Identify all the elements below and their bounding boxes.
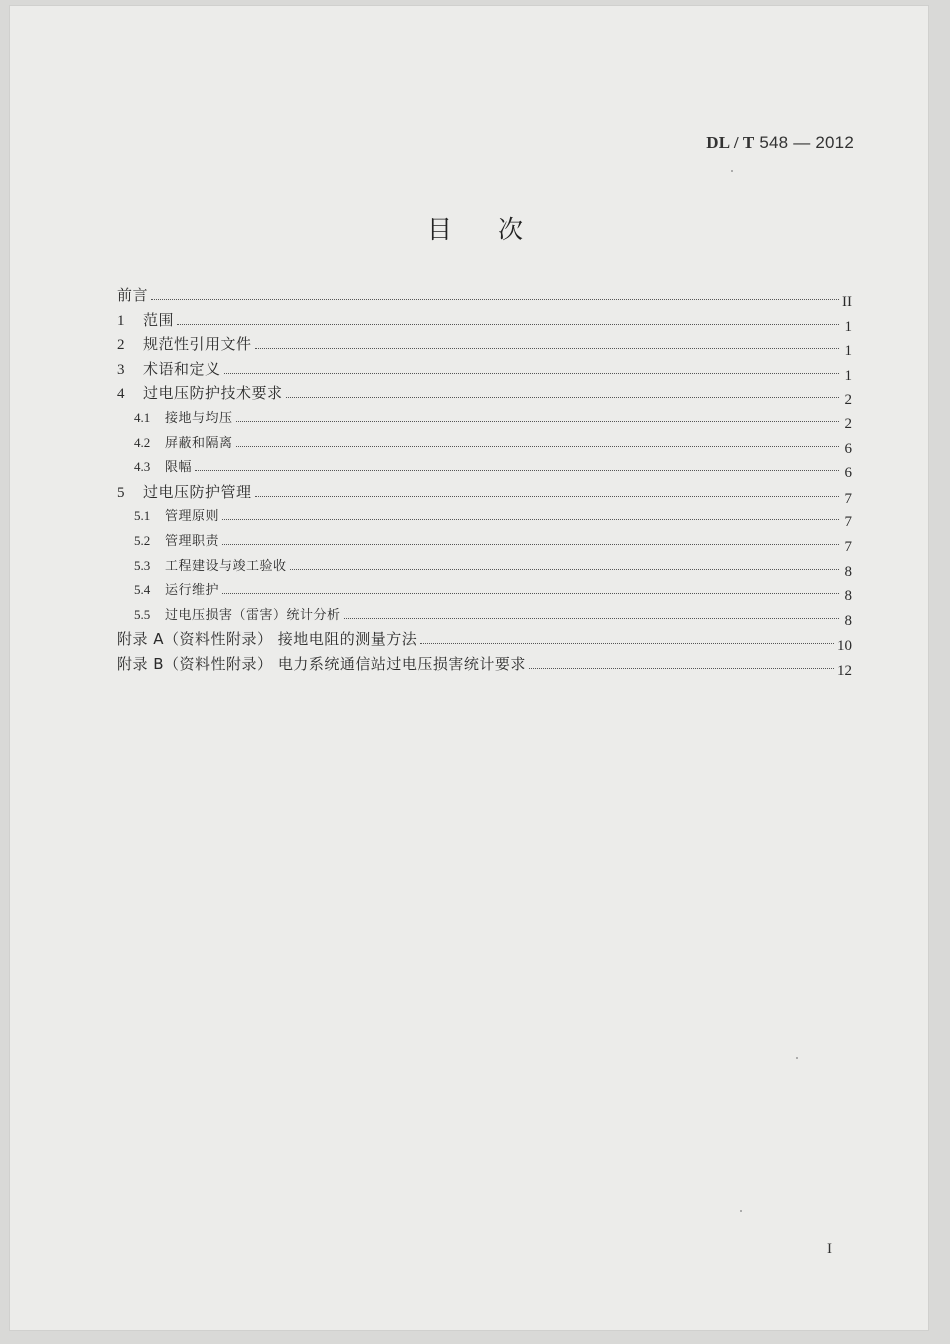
toc-entry-label: 规范性引用文件 — [143, 335, 252, 354]
toc-leader-dots — [255, 347, 839, 349]
toc-entry[interactable] — [117, 432, 852, 457]
toc-leader-dots — [224, 372, 839, 374]
toc-entry-label: 接地与均压 — [165, 410, 233, 426]
toc-entry-page: 2 — [844, 392, 852, 409]
toc-leader-dots — [236, 420, 839, 422]
toc-entry[interactable] — [117, 604, 852, 629]
toc-entry-page: 8 — [844, 563, 852, 580]
toc-entry-number: 2 — [117, 337, 125, 354]
toc-entry-number: 3 — [117, 361, 125, 378]
toc-entry-number: 4 — [117, 386, 125, 403]
toc-entry-page: 6 — [844, 465, 852, 482]
toc-entry-page: 1 — [844, 318, 852, 335]
toc-entry-label: 附录 B（资料性附录） 电力系统通信站过电压损害统计要求 — [117, 654, 526, 673]
toc-entry-label: 前言 — [117, 286, 149, 304]
doc-number: 548 — 2012 — [754, 133, 854, 152]
toc-leader-dots — [195, 469, 839, 471]
toc-entry-label: 过电压损害（雷害）统计分析 — [165, 607, 341, 623]
toc-leader-dots — [286, 396, 839, 398]
toc-entry-number: 5.3 — [134, 557, 151, 573]
toc-entry-label: 过电压防护技术要求 — [143, 384, 283, 403]
toc-leader-dots — [222, 592, 839, 594]
toc-entry[interactable] — [117, 284, 852, 309]
toc-title: 目次 — [426, 215, 569, 244]
toc-entry-number: 5.2 — [134, 532, 151, 548]
toc-entry-label: 运行维护 — [165, 583, 220, 599]
toc-entry-page: II — [842, 294, 852, 310]
toc-entry-number: 4.3 — [134, 459, 151, 475]
toc-leader-dots — [529, 667, 834, 669]
toc-entry-label: 屏蔽和隔离 — [165, 435, 233, 451]
toc-entry[interactable] — [117, 481, 852, 506]
scan-speck — [731, 170, 733, 172]
toc-entry[interactable] — [117, 333, 852, 358]
toc-entry-number: 5 — [117, 484, 125, 501]
scan-speck — [796, 1057, 798, 1059]
toc-entry[interactable] — [117, 505, 852, 530]
scan-speck — [740, 1210, 742, 1212]
toc-leader-dots — [255, 495, 839, 497]
toc-entry[interactable] — [117, 358, 852, 383]
toc-entry-page: 7 — [844, 514, 852, 531]
toc-entry[interactable] — [117, 382, 852, 407]
document-code — [706, 133, 854, 153]
toc-leader-dots — [151, 298, 839, 300]
toc-entry[interactable] — [117, 407, 852, 432]
toc-entry-page: 7 — [844, 490, 852, 507]
toc-leader-dots — [236, 445, 839, 447]
toc-entry-page: 6 — [844, 440, 852, 457]
toc-entry[interactable] — [117, 309, 852, 334]
toc-leader-dots — [222, 518, 839, 520]
toc-entry-label: 范围 — [143, 310, 175, 329]
toc-entry-page: 12 — [837, 662, 852, 679]
toc-leader-dots — [177, 323, 839, 325]
toc-entry-page: 1 — [844, 367, 852, 384]
toc-leader-dots — [344, 617, 839, 619]
doc-prefix: DL / T — [706, 133, 755, 152]
toc-entry-label: 附录 A（资料性附录） 接地电阻的测量方法 — [117, 630, 418, 649]
toc-entry-number: 5.4 — [134, 582, 151, 598]
toc-leader-dots — [290, 568, 839, 570]
toc-entry-label: 管理原则 — [165, 509, 220, 525]
toc-entry-page: 10 — [837, 638, 852, 655]
toc-entry-page: 2 — [844, 415, 852, 432]
toc-entry-page: 8 — [844, 612, 852, 629]
toc-entry-number: 5.1 — [134, 508, 151, 524]
toc-entry[interactable] — [117, 579, 852, 604]
table-of-contents — [117, 284, 852, 678]
toc-entry-label: 限幅 — [165, 460, 193, 476]
toc-entry-number: 4.2 — [134, 434, 151, 450]
toc-entry-label: 过电压防护管理 — [143, 482, 252, 501]
toc-entry-page: 8 — [844, 588, 852, 605]
toc-entry[interactable] — [117, 530, 852, 555]
toc-entry-number: 5.5 — [134, 606, 151, 622]
toc-entry[interactable] — [117, 628, 852, 653]
toc-entry[interactable] — [117, 653, 852, 678]
page-number: I — [827, 1241, 832, 1257]
toc-entry-page: 1 — [844, 343, 852, 360]
toc-entry-label: 管理职责 — [165, 533, 220, 549]
toc-entry-page: 7 — [844, 538, 852, 555]
toc-entry-number: 1 — [117, 312, 125, 329]
toc-entry-number: 4.1 — [134, 409, 151, 425]
toc-entry-label: 术语和定义 — [143, 359, 221, 378]
toc-leader-dots — [222, 543, 839, 545]
toc-leader-dots — [420, 642, 834, 644]
toc-entry-label: 工程建设与竣工验收 — [165, 558, 287, 574]
toc-entry[interactable] — [117, 555, 852, 580]
toc-entry[interactable] — [117, 456, 852, 481]
